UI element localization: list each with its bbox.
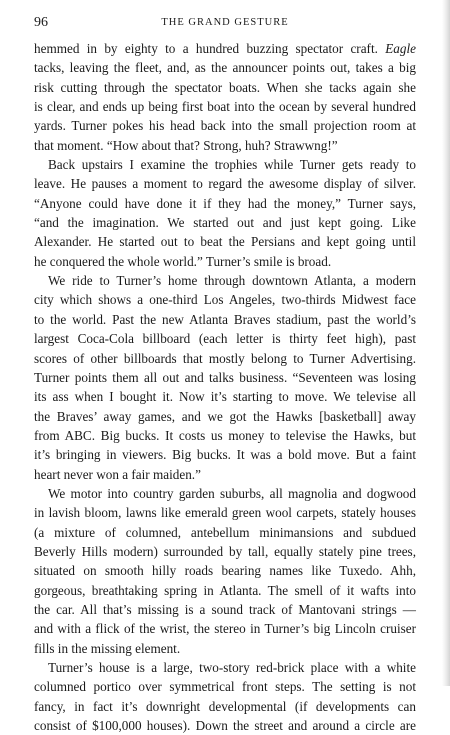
text-line: We ride to Turner’s home through downtown Atlanta, a modern (48, 273, 416, 289)
text-line: in lavish bloom, lawns like emerald green wool carpets, stately houses (34, 505, 416, 521)
text-line: the car. All that’s missing is a sound track of Mantovani strings — (34, 601, 416, 617)
text-line: tacks, leaving the fleet, and, as the announcer points out, takes a big (34, 60, 416, 76)
paragraph (34, 39, 416, 155)
boat-name: Eagle (385, 41, 416, 56)
text-line: city which shows a one-third Los Angeles, two-thirds Midwest face (34, 292, 416, 308)
text-line: scores of other billboards that mostly belong to Turner Advertising. (34, 350, 416, 366)
paragraph (34, 484, 416, 658)
text-line: is clear, and ends up being first boat into the ocean by several hundred (34, 99, 416, 115)
text-line: heart never won a fair maiden.” (34, 466, 201, 482)
text-line: risk cutting through the spectator boats. When she tacks again she (34, 79, 416, 95)
text-line: Turner’s house is a large, two-story red-brick place with a white (48, 660, 416, 675)
text-line: he conquered the whole world.” Turner’s smile is broad. (34, 253, 332, 269)
text-line: Beverly Hills modern) surrounded by tall, equally stately pine trees, (34, 543, 416, 559)
text-line: it’s bringing in viewers. Big bucks. It was a bold move. But a faint (34, 447, 416, 463)
paragraph (34, 658, 416, 735)
text-line: “Anyone could have done it if they had the money,” Turner says, (34, 195, 416, 211)
text-line: to the world. Past the new Atlanta Braves stadium, past the world’s (34, 311, 416, 327)
text-line: Turner points them all out and talks business. “Seventeen was losing (34, 369, 416, 385)
paragraph (34, 271, 416, 484)
text-line: hemmed in by eighty to a hundred buzzing spectator craft. Eagle (34, 41, 416, 56)
text-line: leave. He pauses a moment to regard the awesome display of silver. (34, 176, 416, 192)
text-line: Back upstairs I examine the trophies while Turner gets ready to (48, 157, 416, 173)
page-edge-shadow (442, 0, 450, 686)
text-line: yards. Turner pokes his head back into the small projection room at (34, 118, 416, 134)
paragraph (34, 155, 416, 271)
text-line: (a mixture of columned, antebellum minimansions and subdued (34, 524, 416, 540)
text-line: gorgeous, breathtaking spring in Atlanta. The smell of it wafts into (34, 582, 416, 598)
page-number: 96 (34, 15, 48, 30)
text-line: “and the imagination. We started out and just kept going. Like (34, 215, 416, 231)
running-head: THE GRAND GESTURE (161, 17, 289, 28)
text-line: and with a flick of the wrist, the stereo in Turner’s big Lincoln cruiser (34, 621, 416, 637)
text-line: its ass when I bought it. Now it’s starting to move. We televise all (34, 389, 416, 405)
text-line: the Braves’ away games, and we got the Hawks [basketball] away (34, 408, 416, 424)
text-line: that moment. “How about that? Strong, huh? Strawwng!” (34, 137, 338, 153)
text-line: consist of $100,000 houses). Down the street and around a circle are (34, 718, 416, 734)
text-line: Alexander. He started out to beat the Persians and kept going until (34, 234, 416, 250)
text-line: fancy, in fact it’s downright developmental (if developments can (34, 698, 416, 714)
text-line: columned portico over symmetrical front steps. The setting is not (34, 679, 416, 695)
text-line: largest Coca-Cola billboard (each letter is thirty feet high), past (34, 331, 416, 347)
text-line: fills in the missing element. (34, 640, 181, 656)
text-line: We motor into country garden suburbs, all magnolia and dogwood (48, 485, 416, 501)
text-line: situated on smooth hilly roads bearing names like Tuxedo. Ahh, (34, 563, 416, 579)
page-header (34, 14, 416, 32)
body-text (34, 39, 416, 735)
text-line: from ABC. Big bucks. It costs us money to televise the Hawks, but (34, 427, 416, 443)
